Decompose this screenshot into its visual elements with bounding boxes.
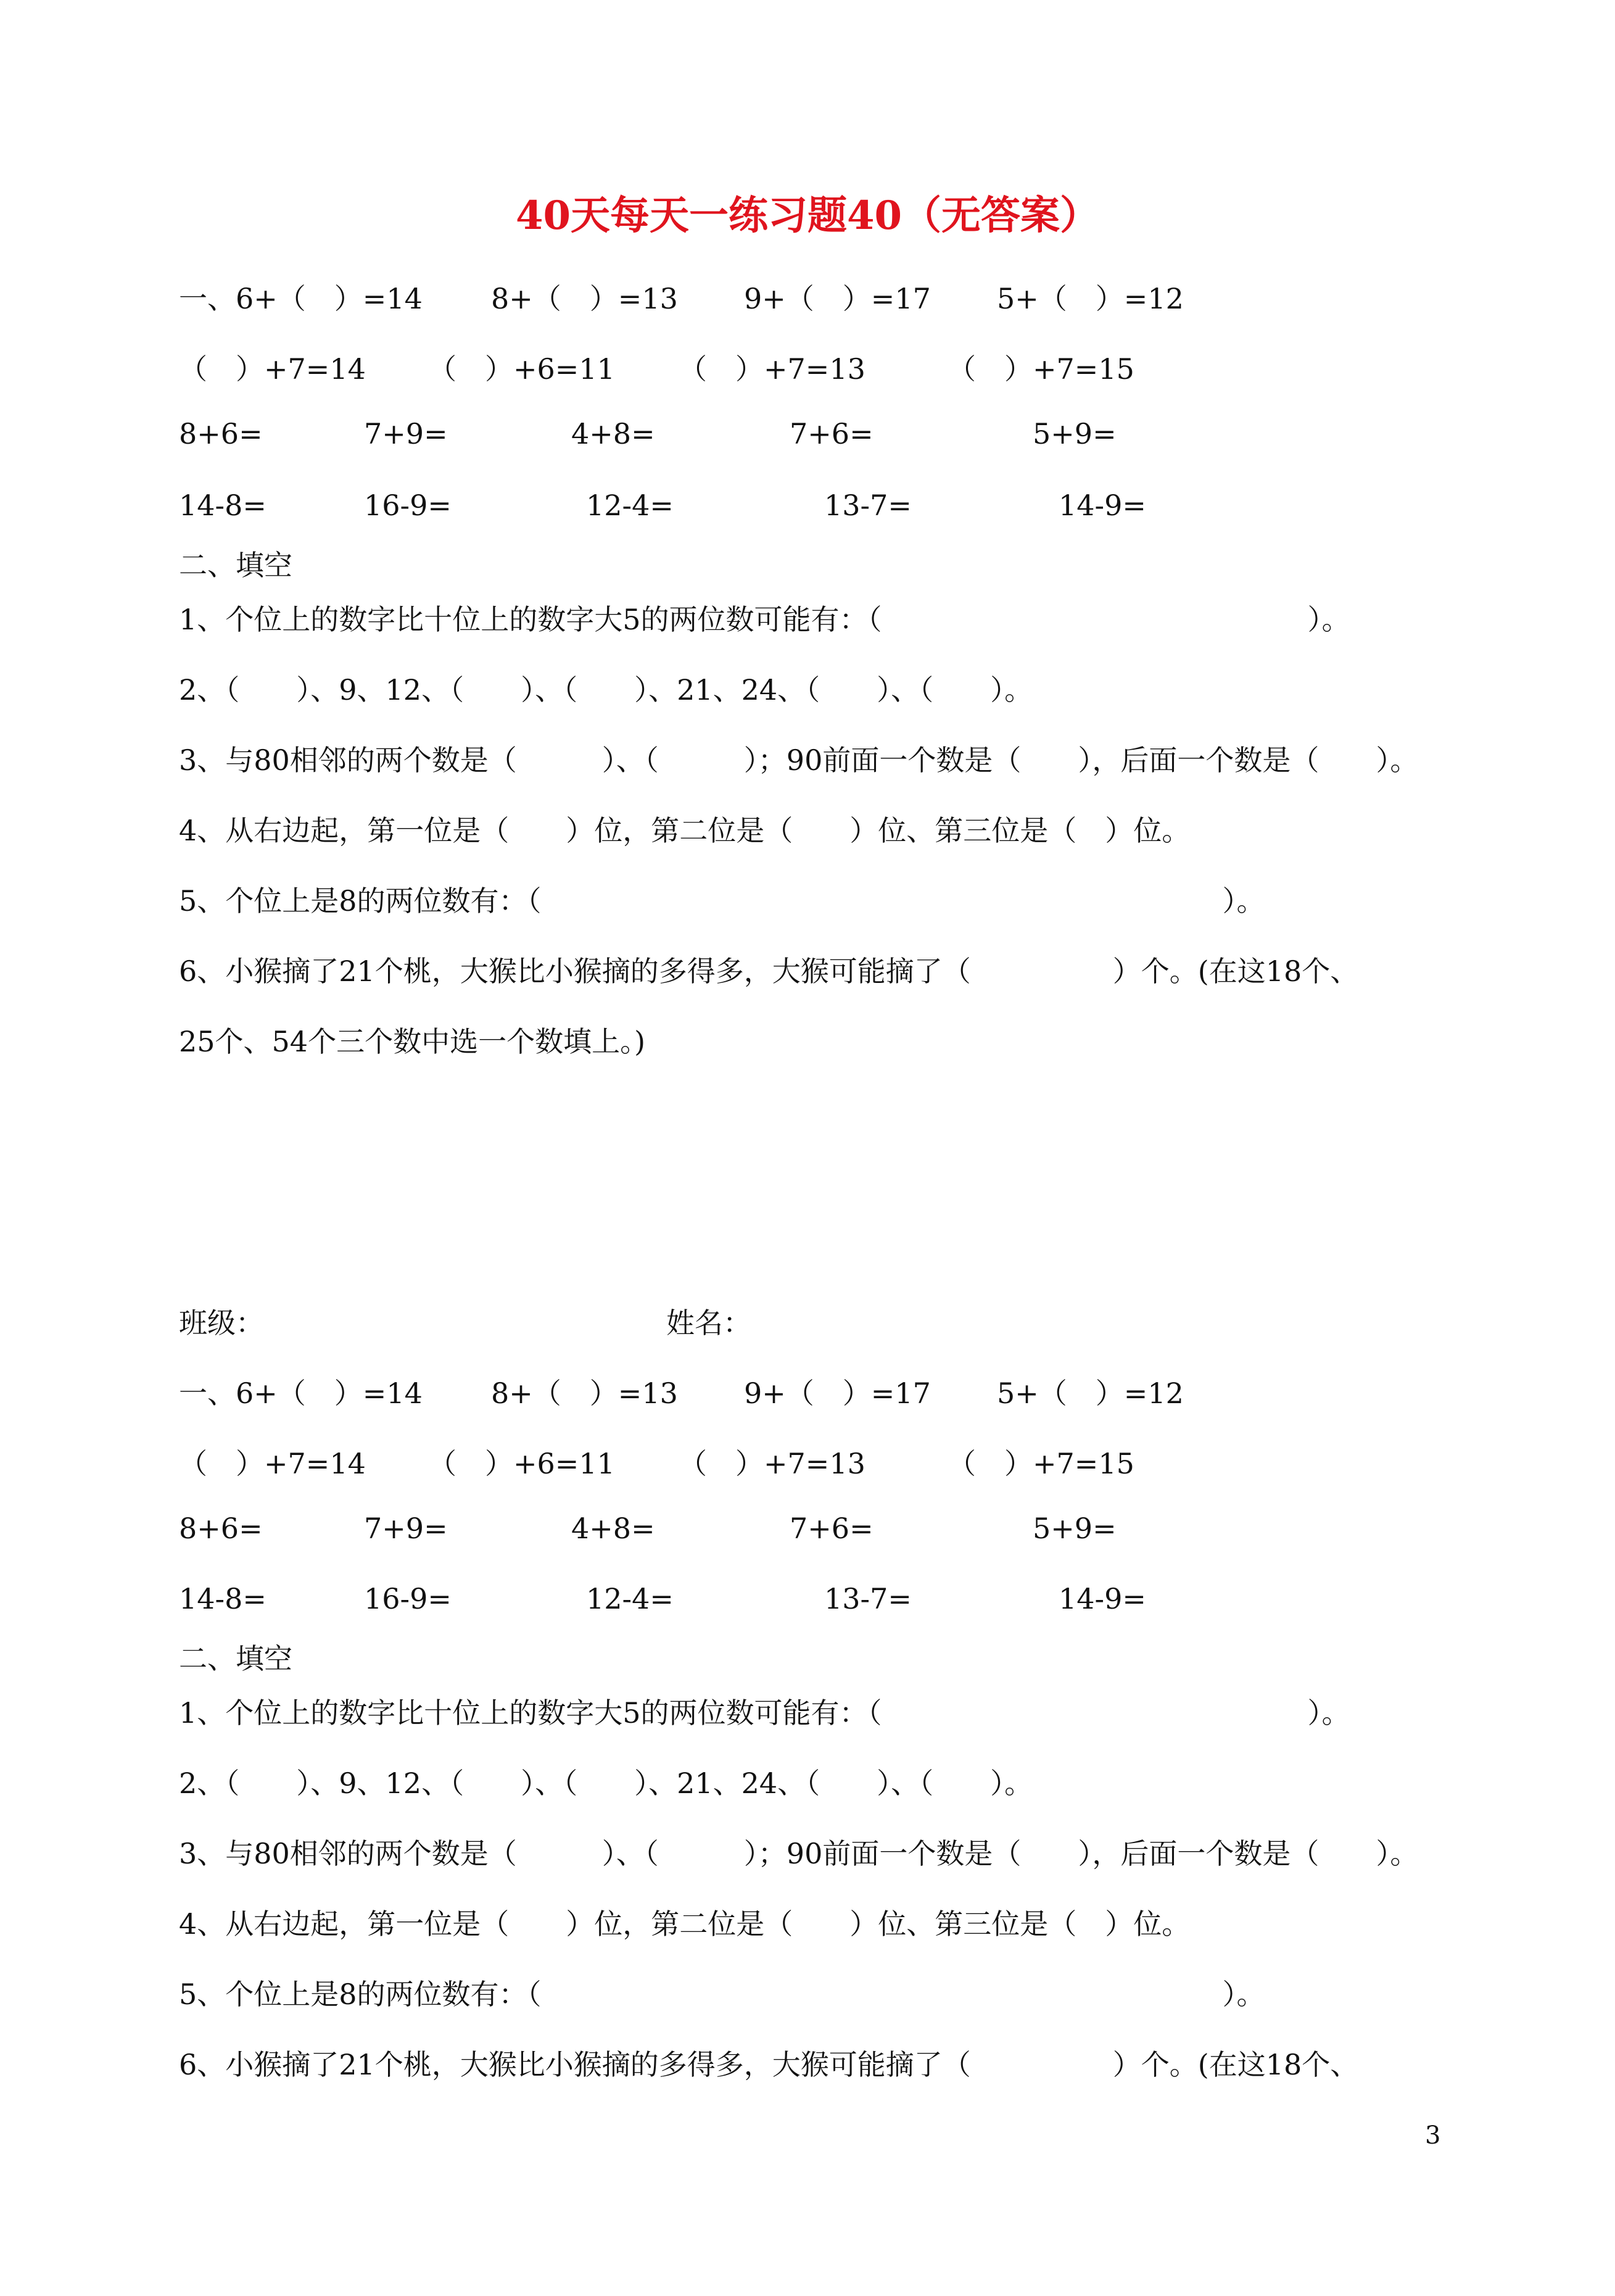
arith-item: 12-4= — [586, 1582, 674, 1615]
page-number: 3 — [1425, 2121, 1441, 2150]
arith-item: 14-8= — [179, 1582, 266, 1615]
page-title: 40天每天一练习题40（无答案） — [515, 193, 1100, 239]
question-6-cont: 25个、54个三个数中选一个数填上。) — [179, 1025, 646, 1058]
arith-item: 9+（ ）=17 — [744, 282, 931, 315]
arith-item: 5+9= — [1033, 417, 1117, 450]
arith-item: 8+6= — [179, 417, 263, 450]
arith-item: （ ）+7=14 — [179, 352, 366, 386]
arith-item: （ ）+7=15 — [948, 1447, 1134, 1480]
arith-item: 4+8= — [571, 1512, 655, 1545]
question-5: 5、个位上是8的两位数有：（ ）。 — [179, 884, 1265, 918]
arith-item: 7+6= — [790, 417, 874, 450]
question-5: 5、个位上是8的两位数有：（ ）。 — [179, 1978, 1265, 2011]
arith-item: 14-8= — [179, 489, 266, 522]
arith-item: 9+（ ）=17 — [744, 1377, 931, 1410]
arith-item: 14-9= — [1059, 1582, 1146, 1615]
question-1: 1、个位上的数字比十位上的数字大5的两位数可能有：（ ）。 — [179, 603, 1350, 636]
arith-item: 5+9= — [1033, 1512, 1117, 1545]
arith-item: （ ）+6=11 — [428, 352, 615, 386]
arith-item: 7+6= — [790, 1512, 874, 1545]
arith-item: （ ）+7=13 — [679, 352, 865, 386]
arith-item: （ ）+7=15 — [948, 352, 1134, 386]
arith-item: 5+（ ）=12 — [997, 1377, 1184, 1410]
question-6: 6、小猴摘了21个桃，大猴比小猴摘的多得多，大猴可能摘了（ ）个。(在这18个、 — [179, 955, 1359, 988]
arith-item: 14-9= — [1059, 489, 1146, 522]
arith-item: 16-9= — [364, 1582, 452, 1615]
arith-item: （ ）+7=14 — [179, 1447, 366, 1480]
question-3: 3、与80相邻的两个数是（ ）、（ ）；90前面一个数是（ ），后面一个数是（ ）。 — [179, 744, 1419, 777]
arith-item: 5+（ ）=12 — [997, 282, 1184, 315]
question-3: 3、与80相邻的两个数是（ ）、（ ）；90前面一个数是（ ），后面一个数是（ ）。 — [179, 1837, 1419, 1870]
class-label: 班级： — [179, 1306, 264, 1340]
name-label: 姓名： — [666, 1306, 751, 1340]
arith-item: （ ）+7=13 — [679, 1447, 865, 1480]
question-6: 6、小猴摘了21个桃，大猴比小猴摘的多得多，大猴可能摘了（ ）个。(在这18个、 — [179, 2048, 1359, 2081]
question-1: 1、个位上的数字比十位上的数字大5的两位数可能有：（ ）。 — [179, 1696, 1350, 1730]
question-4: 4、从右边起，第一位是（ ）位，第二位是（ ）位、第三位是（ ）位。 — [179, 1907, 1191, 1941]
arith-item: 4+8= — [571, 417, 655, 450]
arith-item: 12-4= — [586, 489, 674, 522]
arith-item: 8+（ ）=13 — [491, 1377, 678, 1410]
arith-item: 一、6+（ ）=14 — [179, 1377, 423, 1410]
arith-item: 16-9= — [364, 489, 452, 522]
arith-item: 13-7= — [824, 1582, 912, 1615]
arith-item: 13-7= — [824, 489, 912, 522]
section-heading: 二、填空 — [179, 549, 292, 582]
question-2: 2、（ ）、9、12、（ ）、（ ）、21、24、（ ）、（ ）。 — [179, 1767, 1033, 1800]
arith-item: 8+（ ）=13 — [491, 282, 678, 315]
question-2: 2、（ ）、9、12、（ ）、（ ）、21、24、（ ）、（ ）。 — [179, 673, 1033, 707]
arith-item: 7+9= — [364, 417, 448, 450]
arith-item: （ ）+6=11 — [428, 1447, 615, 1480]
arith-item: 8+6= — [179, 1512, 263, 1545]
section-heading: 二、填空 — [179, 1642, 292, 1675]
question-4: 4、从右边起，第一位是（ ）位，第二位是（ ）位、第三位是（ ）位。 — [179, 814, 1191, 847]
arith-item: 7+9= — [364, 1512, 448, 1545]
arith-item: 一、6+（ ）=14 — [179, 282, 423, 315]
